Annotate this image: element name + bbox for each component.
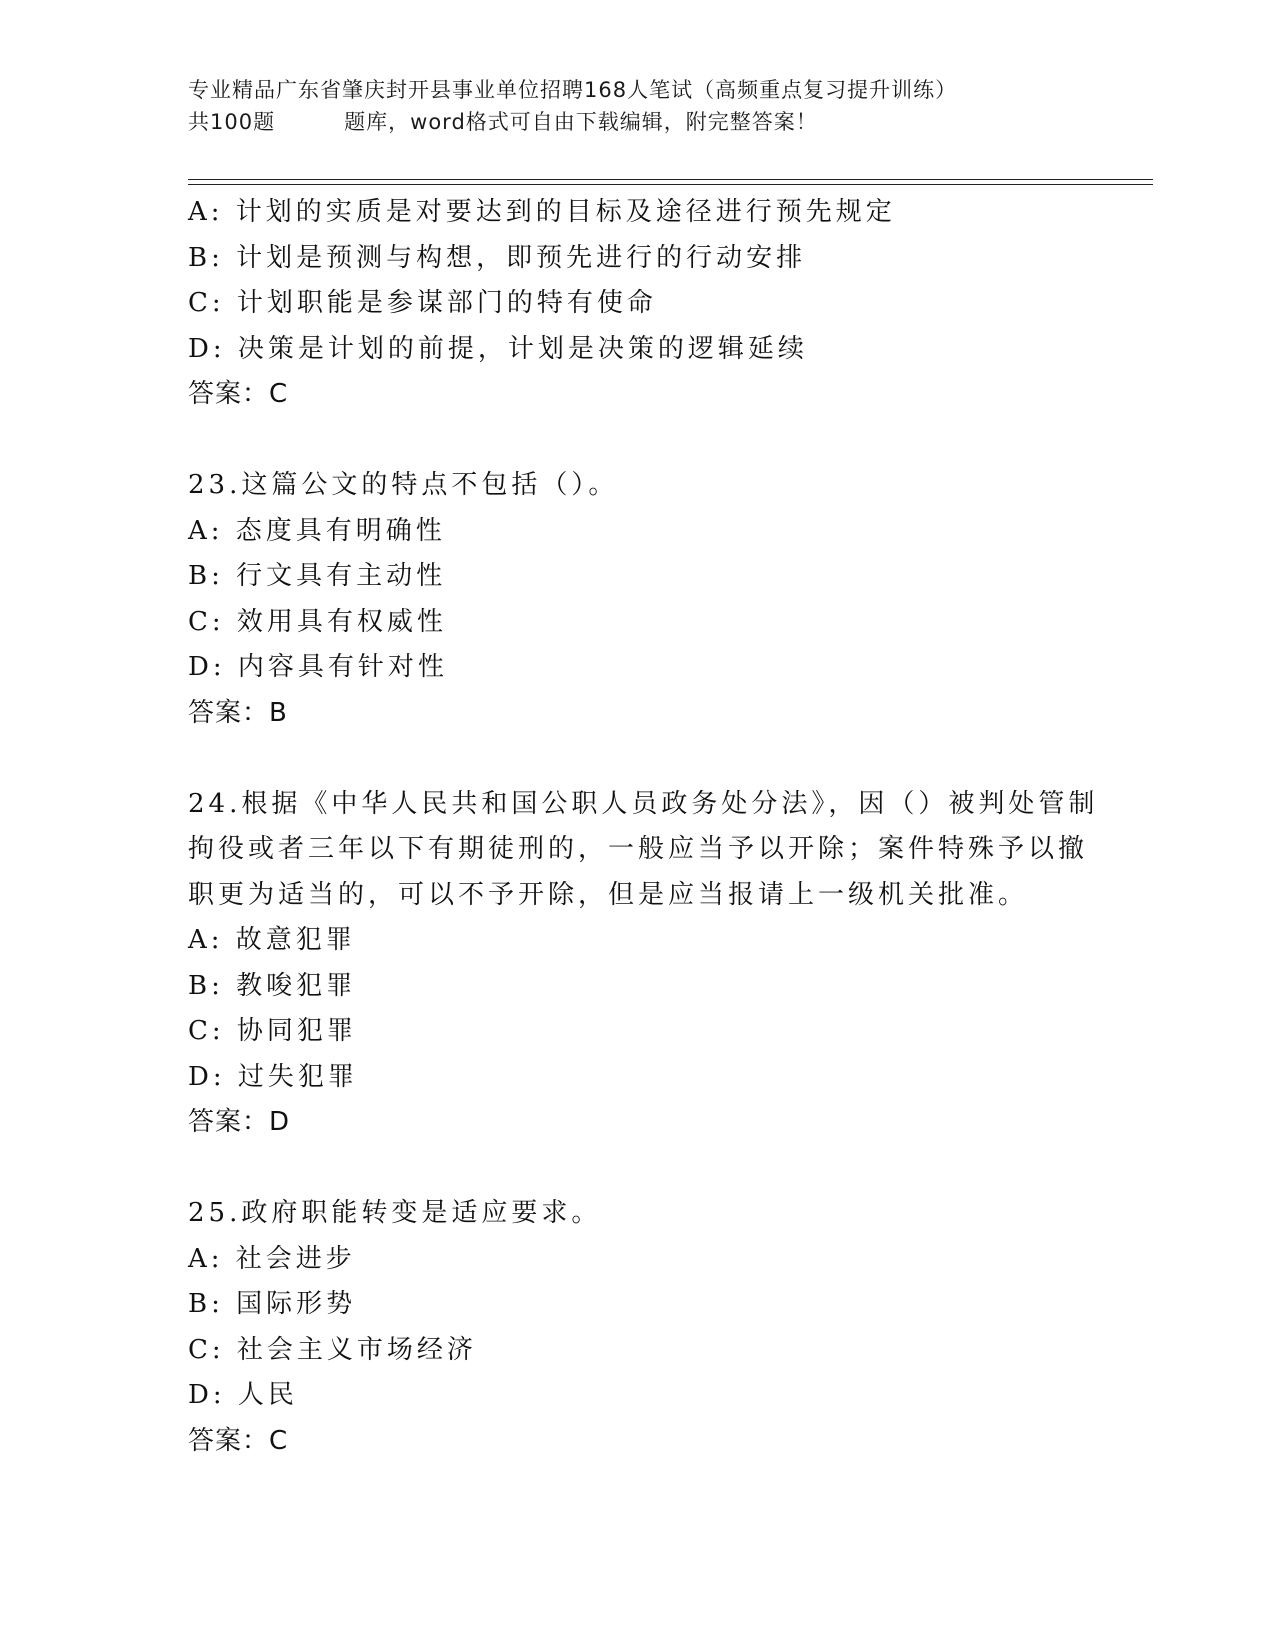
q24-option-d: D: 过失犯罪 [188, 1061, 358, 1092]
q24-stem-line-1: 24.根据《中华人民共和国公职人员政务处分法》，因（）被判处管制 [188, 788, 1099, 819]
header-rule-top [188, 179, 1153, 180]
q23-option-d: D: 内容具有针对性 [188, 652, 448, 682]
question-content [188, 190, 1099, 1464]
question-23 [188, 463, 1088, 736]
q23-stem: 23.这篇公文的特点不包括（）。 [188, 470, 619, 500]
header-rule-bottom [188, 184, 1153, 185]
q23-option-a: A: 态度具有明确性 [188, 515, 446, 546]
q23-option-b: B: 行文具有主动性 [188, 561, 447, 591]
q24-answer: 答案：D [188, 1107, 291, 1137]
q25-option-b: B: 国际形势 [188, 1289, 357, 1319]
question-25 [188, 1191, 1088, 1464]
q22-answer: 答案：C [188, 379, 289, 409]
q23-option-c: C: 效用具有权威性 [188, 606, 447, 637]
q25-option-d: D: 人民 [188, 1380, 298, 1410]
q23-answer: 答案：B [188, 697, 288, 728]
spacer [188, 1146, 1088, 1192]
q22-option-c: C: 计划职能是参谋部门的特有使命 [188, 288, 657, 318]
document-header [188, 74, 1088, 138]
question-22 [188, 190, 1088, 418]
q24-option-c: C: 协同犯罪 [188, 1016, 357, 1046]
q24-option-a: A: 故意犯罪 [188, 925, 356, 955]
spacer [188, 736, 1088, 782]
q22-option-a: A: 计划的实质是对要达到的目标及途径进行预先规定 [188, 197, 896, 227]
spacer [188, 418, 1088, 464]
q24-stem-line-3: 职更为适当的，可以不予开除，但是应当报请上一级机关批准。 [188, 879, 1029, 910]
question-24 [188, 782, 1099, 1146]
q25-option-a: A: 社会进步 [188, 1243, 356, 1274]
q24-stem-line-2: 拘役或者三年以下有期徒刑的，一般应当予以开除；案件特殊予以撤 [188, 834, 1089, 864]
q22-option-b: B: 计划是预测与构想，即预先进行的行动安排 [188, 242, 807, 273]
q25-stem: 25.政府职能转变是适应要求。 [188, 1198, 602, 1228]
q24-option-b: B: 教唆犯罪 [188, 970, 357, 1001]
q25-option-c: C: 社会主义市场经济 [188, 1334, 477, 1365]
q25-answer: 答案：C [188, 1425, 289, 1456]
header-title-line: 专业精品广东省肇庆封开县事业单位招聘168人笔试（高频重点复习提升训练） [188, 78, 958, 102]
header-subtitle-line: 共100题 题库，word格式可自由下载编辑，附完整答案！ [188, 110, 818, 134]
q22-option-d: D: 决策是计划的前提，计划是决策的逻辑延续 [188, 333, 808, 364]
